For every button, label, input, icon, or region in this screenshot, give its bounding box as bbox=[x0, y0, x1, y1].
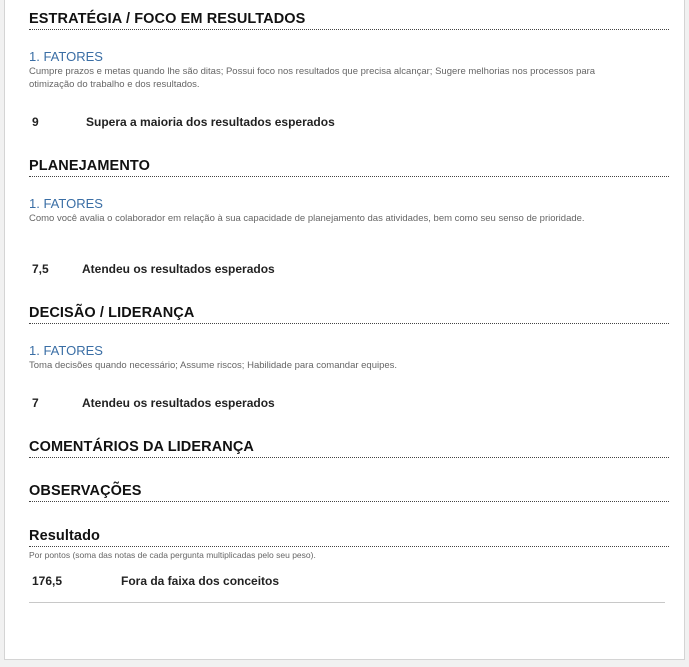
result-score-value: 176,5 bbox=[32, 574, 63, 588]
section-resultado bbox=[29, 528, 669, 588]
section-comentarios bbox=[29, 439, 669, 458]
section-planejamento bbox=[29, 158, 669, 276]
section-estrategia bbox=[29, 11, 669, 129]
factor-description: Como você avalia o colaborador em relação à sua capacidade de planejamento das atividades, bem como seu senso de prioridade. bbox=[29, 213, 585, 224]
section-title: PLANEJAMENTO bbox=[29, 158, 669, 177]
result-note: Por pontos (soma das notas de cada pergunta multiplicadas pelo seu peso). bbox=[29, 550, 316, 560]
section-observacoes bbox=[29, 483, 669, 502]
section-title: DECISÃO / LIDERANÇA bbox=[29, 305, 669, 324]
result-title: Resultado bbox=[29, 528, 669, 547]
factor-description: Toma decisões quando necessário; Assume riscos; Habilidade para comandar equipes. bbox=[29, 360, 398, 371]
score-label: Atendeu os resultados esperados bbox=[82, 262, 275, 276]
score-value: 7 bbox=[32, 396, 39, 410]
section-decisao bbox=[29, 305, 669, 410]
section-title: OBSERVAÇÕES bbox=[29, 483, 669, 502]
score-label: Atendeu os resultados esperados bbox=[82, 396, 275, 410]
section-title: ESTRATÉGIA / FOCO EM RESULTADOS bbox=[29, 11, 669, 30]
evaluation-page bbox=[4, 0, 685, 660]
factor-description: Cumpre prazos e metas quando lhe são ditas; Possui foco nos resultados que precisa alcançar; Sugere melhorias nos processos para otimização do trabalho e dos resultados. bbox=[29, 66, 596, 90]
score-value: 7,5 bbox=[32, 262, 49, 276]
result-score-label: Fora da faixa dos conceitos bbox=[121, 574, 280, 588]
factor-title: 1. FATORES bbox=[29, 196, 103, 211]
factor-title: 1. FATORES bbox=[29, 343, 103, 358]
section-title: COMENTÁRIOS DA LIDERANÇA bbox=[29, 439, 669, 458]
score-value: 9 bbox=[32, 115, 39, 129]
bottom-divider bbox=[29, 602, 665, 603]
factor-title: 1. FATORES bbox=[29, 49, 103, 64]
score-label: Supera a maioria dos resultados esperados bbox=[86, 115, 335, 129]
